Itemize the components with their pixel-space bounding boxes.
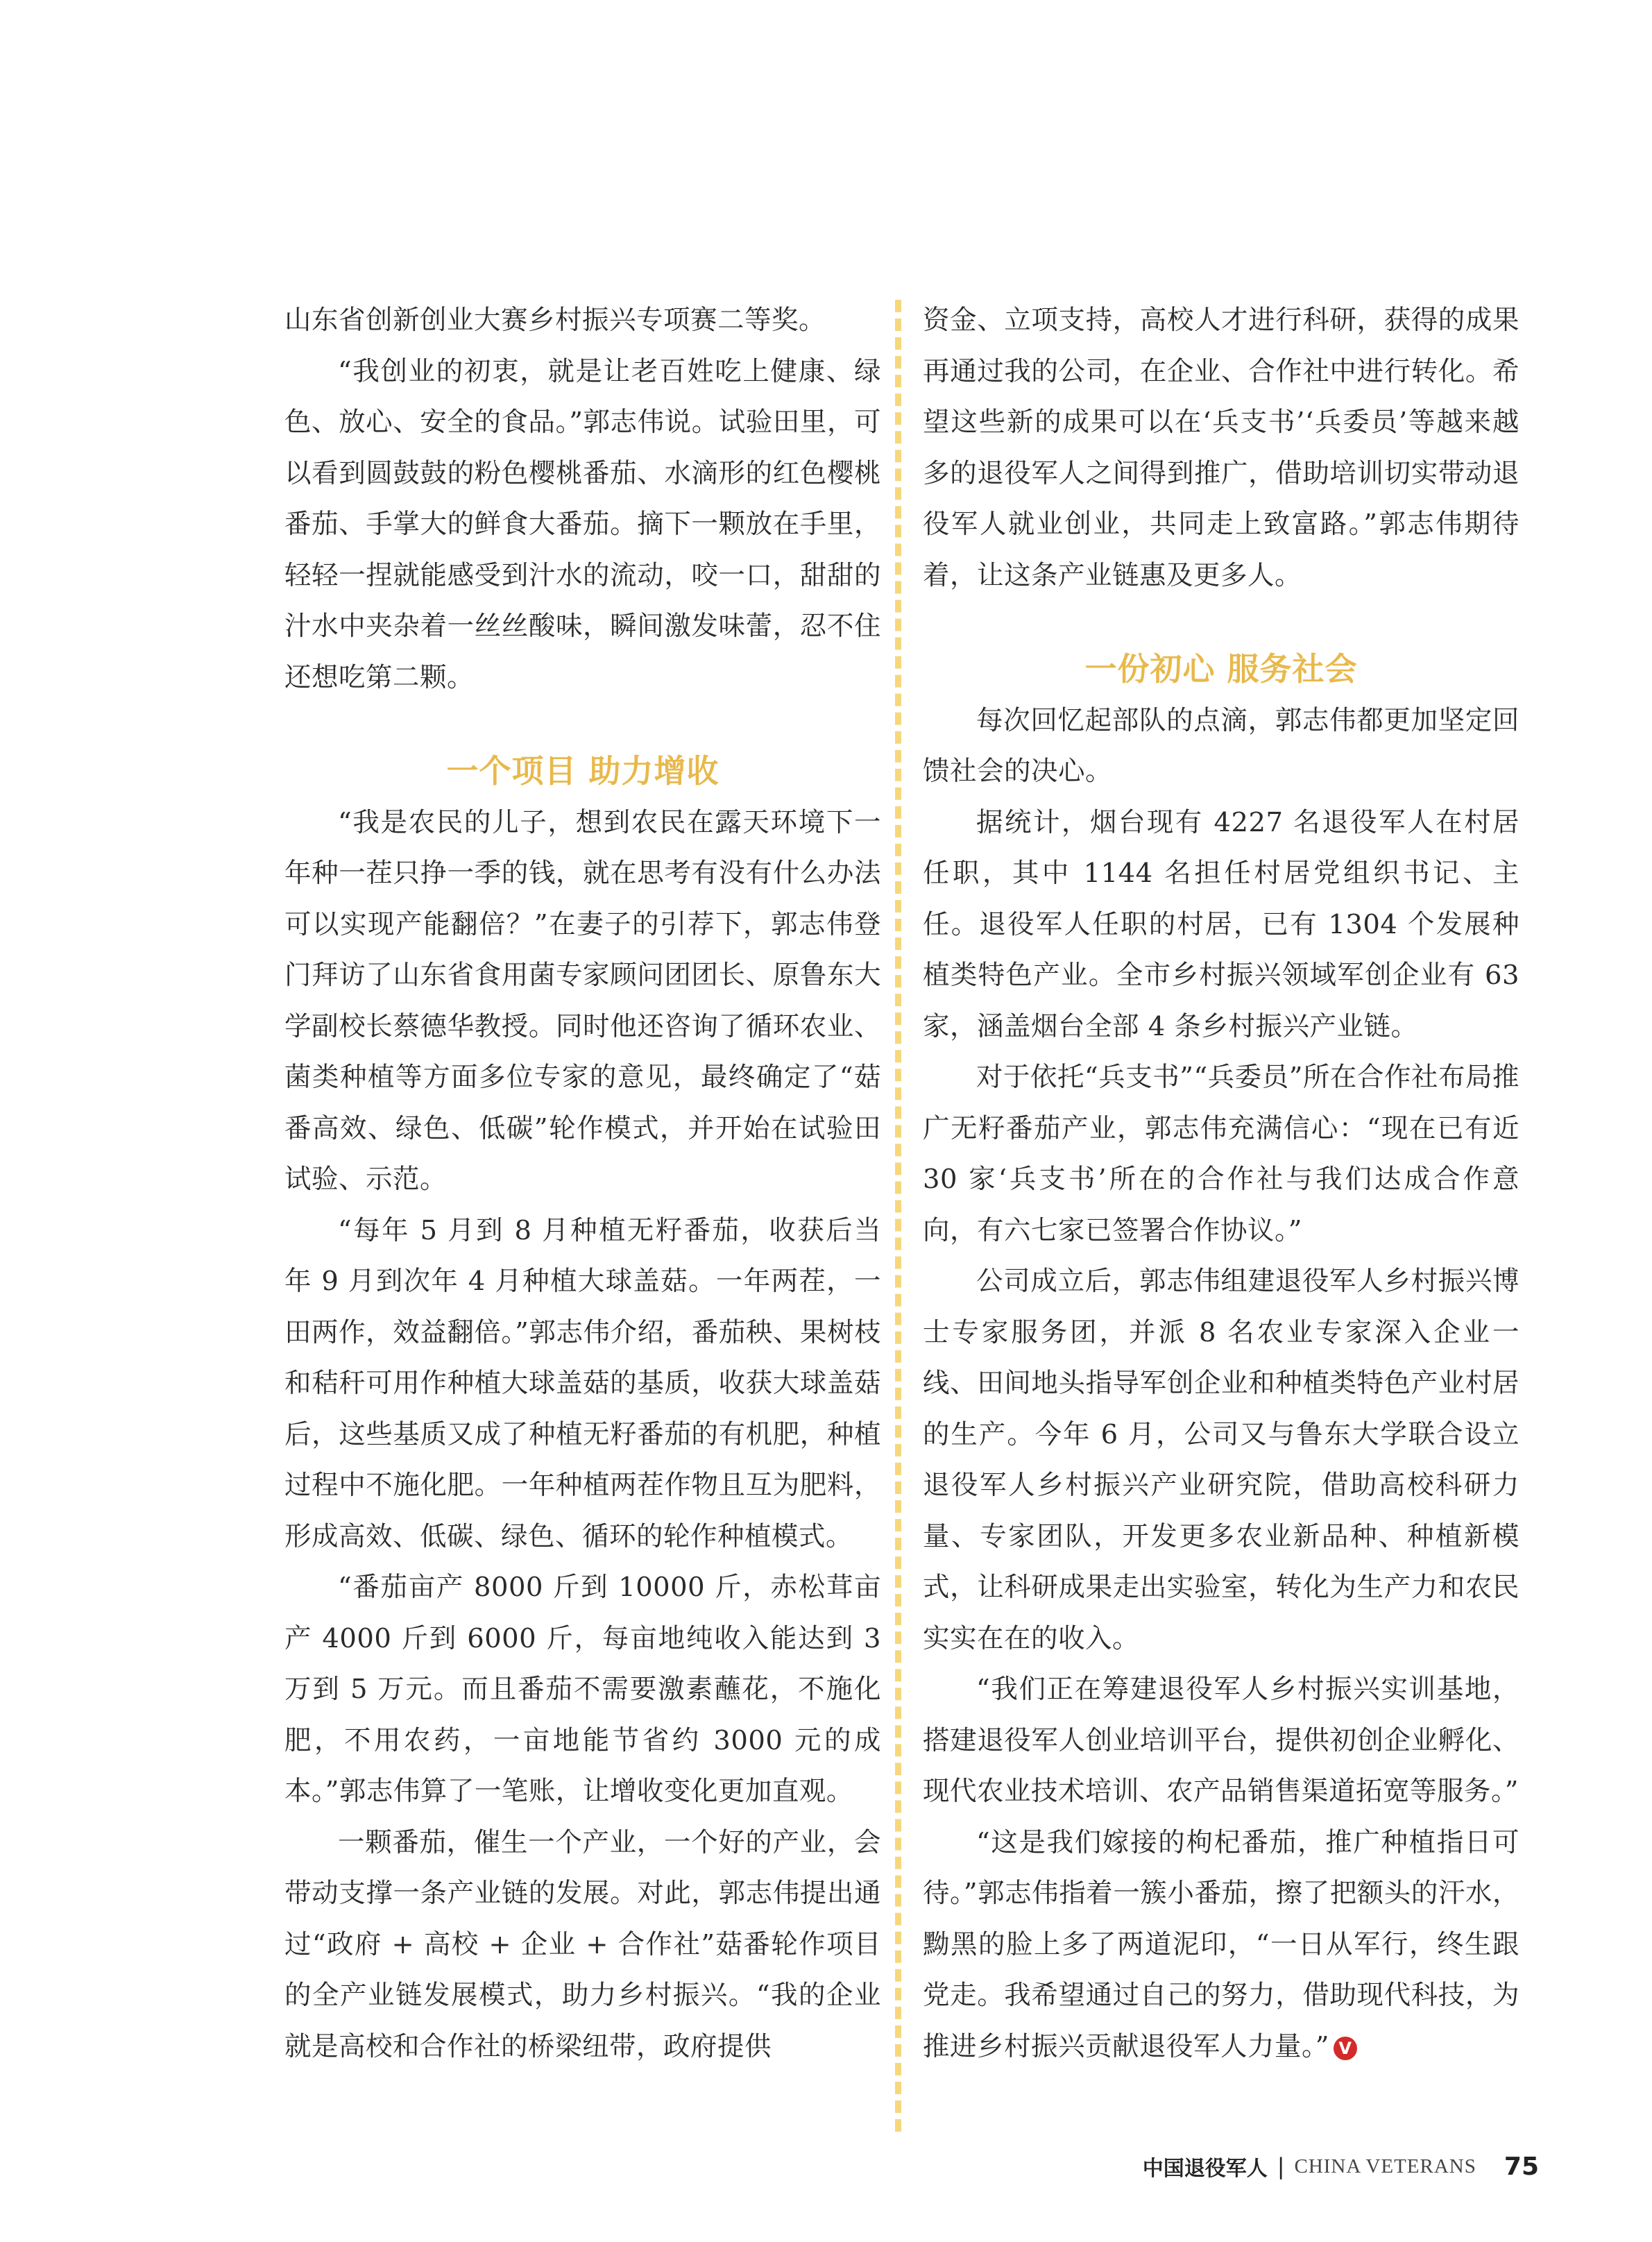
footer-separator: | (1277, 2153, 1285, 2180)
end-mark-icon: V (1334, 2037, 1357, 2060)
paragraph: 每次回忆起部队的点滴，郭志伟都更加坚定回馈社会的决心。 (923, 704, 1519, 787)
right-column (923, 295, 1519, 2072)
paragraph: “我是农民的儿子，想到农民在露天环境下一年种一茬只挣一季的钱，就在思考有没有什么办法可以实现产能翻倍？”在妻子的引荐下，郭志伟登门拜访了山东省食用菌专家顾问团团长、原鲁东大学副校长蔡德华教授。同时他还咨询了循环农业、菌类种植等方面多位专家的意见，最终确定了“菇番高效、绿色、低碳”轮作模式，并开始在试验田试验、示范。 (284, 806, 881, 1195)
paragraph: 一颗番茄，催生一个产业，一个好的产业，会带动支撑一条产业链的发展。对此，郭志伟提出通过“政府 + 高校 + 企业 + 合作社”菇番轮作项目的全产业链发展模式，助力乡村振兴。“我的企业就是高校和合作社的桥梁纽带，政府提供 (284, 1826, 881, 2062)
paragraph-text: “这是我们嫁接的枸杞番茄，推广种植指日可待。”郭志伟指着一簇小番茄，擦了把额头的汗水，黝黑的脸上多了两道泥印，“一日从军行，终生跟党走。我希望通过自己的努力，借助现代科技，为推进乡村振兴贡献退役军人力量。” (923, 1826, 1519, 2062)
page-number: 75 (1504, 2152, 1539, 2181)
paragraph (923, 1817, 1519, 2073)
left-column (284, 295, 881, 2072)
section-heading: 一个项目 助力增收 (446, 752, 719, 790)
paragraph: “我们正在筹建退役军人乡村振兴实训基地，搭建退役军人创业培训平台，提供初创企业孵化、现代农业技术培训、农产品销售渠道拓宽等服务。” (923, 1674, 1519, 1807)
paragraph: 据统计，烟台现有 4227 名退役军人在村居任职，其中 1144 名担任村居党组织书记、主任。退役军人任职的村居，已有 1304 个发展种植类特色产业。全市乡村振兴领域军创企业有 63 家，涵盖烟台全部 4 条乡村振兴产业链。 (923, 806, 1519, 1042)
page-footer (1143, 2146, 1539, 2187)
paragraph: 对于依托“兵支书”“兵委员”所在合作社布局推广无籽番茄产业，郭志伟充满信心：“现在已有近 30 家‘兵支书’所在的合作社与我们达成合作意向，有六七家已签署合作协议。” (923, 1062, 1519, 1246)
paragraph: “番茄亩产 8000 斤到 10000 斤，赤松茸亩产 4000 斤到 6000 斤，每亩地纯收入能达到 3 万到 5 万元。而且番茄不需要激素蘸花，不施化肥，不用农药，一亩地能节省约 3000 元的成本。”郭志伟算了一笔账，让增收变化更加直观。 (284, 1572, 881, 1807)
paragraph: “每年 5 月到 8 月种植无籽番茄，收获后当年 9 月到次年 4 月种植大球盖菇。一年两茬，一田两作，效益翻倍。”郭志伟介绍，番茄秧、果树枝和秸秆可用作种植大球盖菇的基质，收获大球盖菇后，这些基质又成了种植无籽番茄的有机肥，种植过程中不施化肥。一年种植两茬作物且互为肥料，形成高效、低碳、绿色、循环的轮作种植模式。 (284, 1214, 881, 1552)
magazine-name-en: CHINA VETERANS (1294, 2155, 1476, 2177)
magazine-name-cn: 中国退役军人 (1142, 2157, 1268, 2181)
paragraph: 山东省创新创业大赛乡村振兴专项赛二等奖。 (284, 305, 826, 336)
column-divider (895, 300, 901, 2132)
paragraph: 公司成立后，郭志伟组建退役军人乡村振兴博士专家服务团，并派 8 名农业专家深入企业一线、田间地头指导军创企业和种植类特色产业村居的生产。今年 6 月，公司又与鲁东大学联合设立退役军人乡村振兴产业研究院，借助高校科研力量、专家团队，开发更多农业新品种、种植新模式，让科研成果走出实验室，转化为生产力和农民实实在在的收入。 (923, 1266, 1519, 1654)
section-heading: 一份初心 服务社会 (1084, 650, 1358, 688)
paragraph: “我创业的初衷，就是让老百姓吃上健康、绿色、放心、安全的食品。”郭志伟说。试验田里，可以看到圆鼓鼓的粉色樱桃番茄、水滴形的红色樱桃番茄、手掌大的鲜食大番茄。摘下一颗放在手里，轻轻一捏就能感受到汁水的流动，咬一口，甜甜的汁水中夹杂着一丝丝酸味，瞬间激发味蕾，忍不住还想吃第二颗。 (284, 355, 881, 693)
paragraph: 资金、立项支持，高校人才进行科研，获得的成果再通过我的公司，在企业、合作社中进行转化。希望这些新的成果可以在‘兵支书’‘兵委员’等越来越多的退役军人之间得到推广，借助培训切实带动退役军人就业创业，共同走上致富路。”郭志伟期待着，让这条产业链惠及更多人。 (923, 305, 1519, 591)
